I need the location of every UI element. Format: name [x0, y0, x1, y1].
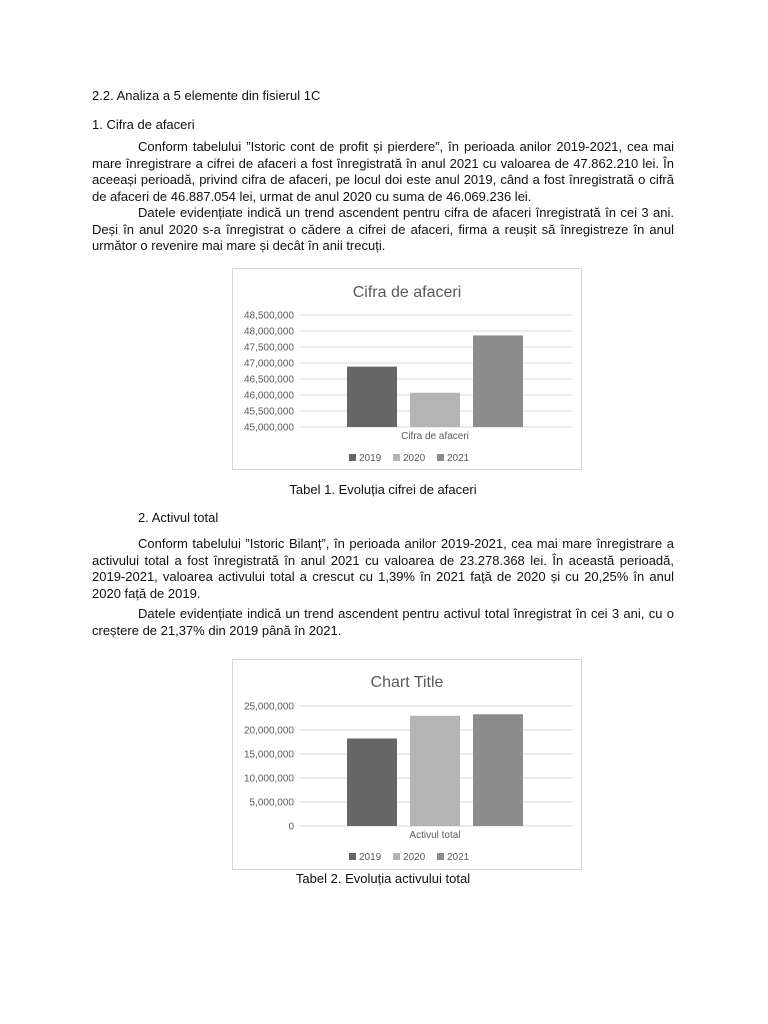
activ-y-tick-label: 0 — [288, 821, 294, 833]
cifra-legend-label-2019: 2019 — [359, 453, 382, 464]
cifra-y-tick-label: 48,000,000 — [243, 326, 294, 338]
cifra-y-tick-label: 48,500,000 — [243, 310, 294, 322]
chart-activul-total — [232, 659, 582, 870]
cifra-bar-2020 — [410, 393, 460, 427]
cifra-y-tick-label: 45,000,000 — [243, 422, 294, 434]
activ-x-category-label: Activul total — [409, 830, 461, 841]
activ-y-tick-label: 5,000,000 — [249, 797, 294, 809]
activ-legend-label-2021: 2021 — [447, 852, 470, 863]
cifra-y-tick-label: 47,000,000 — [243, 358, 294, 370]
cifra-y-tick-label: 46,500,000 — [243, 374, 294, 386]
activ-legend-swatch-2021 — [437, 853, 444, 860]
cifra-y-tick-label: 47,500,000 — [243, 342, 294, 354]
activ-y-tick-label: 10,000,000 — [243, 773, 294, 785]
activ-chart-title: Chart Title — [370, 674, 444, 691]
cifra-legend-label-2020: 2020 — [403, 453, 426, 464]
activ-bar-2020 — [410, 716, 460, 826]
paragraph-cifra-2: Datele evidențiate indică un trend ascendent pentru cifra de afaceri înregistrată în cei 3 ani. Deși în anul 2020 s-a înregistrat o cădere a cifrei de afaceri, firma a reușit să înregistreze în anul următor o revenire mai mare și decât în anii trecuți. — [92, 205, 674, 253]
activ-y-tick-label: 20,000,000 — [243, 725, 294, 737]
paragraph-cifra-1: Conform tabelului ”Istoric cont de profit și pierdere”, în perioada anilor 2019-2021, cea mai mare înregistrare a cifrei de afaceri a fost înregistrată în anul 2021 cu valoarea de 47.862.210 lei. În aceeași perioadă, privind cifra de afaceri, pe locul doi este anul 2019, când a fost înregistrată o cifră de afaceri de 46.887.054 lei, urmat de anul 2020 cu suma de 46.069.236 lei. — [92, 139, 674, 204]
cifra-legend-swatch-2020 — [393, 454, 400, 461]
chart-cifra-de-afaceri — [232, 268, 582, 470]
caption-chart-2: Tabel 2. Evoluția activului total — [295, 871, 471, 886]
chart-cifra-svg — [233, 269, 581, 469]
cifra-x-category-label: Cifra de afaceri — [401, 431, 469, 442]
activ-legend-label-2020: 2020 — [403, 852, 426, 863]
activ-bar-2019 — [347, 738, 397, 826]
activ-y-tick-label: 25,000,000 — [243, 701, 294, 713]
caption-chart-1: Tabel 1. Evoluția cifrei de afaceri — [289, 482, 477, 497]
chart-activ-svg — [233, 660, 581, 869]
activ-legend-swatch-2019 — [349, 853, 356, 860]
cifra-y-tick-label: 46,000,000 — [243, 390, 294, 402]
cifra-legend-swatch-2021 — [437, 454, 444, 461]
activ-y-tick-label: 15,000,000 — [243, 749, 294, 761]
paragraph-activ-1: Conform tabelului ”Istoric Bilanț”, în perioada anilor 2019-2021, cea mai mare înregistrare a activului total a fost înregistrată în anul 2021 cu valoarea de 23.278.368 lei. În această perioadă, 2019-2021, valoarea activului total a crescut cu 1,39% în 2021 față de 2020 și cu 20,25% în anul 2020 față de 2019. — [92, 536, 674, 601]
cifra-legend-label-2021: 2021 — [447, 453, 470, 464]
cifra-bar-2021 — [473, 335, 523, 427]
section-heading: 2.2. Analiza a 5 elemente din fisierul 1C — [92, 88, 321, 103]
paragraph-activ-2: Datele evidențiate indică un trend ascendent pentru activul total înregistrat în cei 3 ani, cu o creștere de 21,37% din 2019 până în 2021. — [92, 606, 674, 638]
cifra-chart-title: Cifra de afaceri — [352, 284, 462, 301]
subsection-heading-activ: 2. Activul total — [138, 510, 219, 525]
activ-bar-2021 — [473, 714, 523, 826]
cifra-bar-2019 — [347, 367, 397, 427]
activ-legend-label-2019: 2019 — [359, 852, 382, 863]
cifra-legend-swatch-2019 — [349, 454, 356, 461]
cifra-y-tick-label: 45,500,000 — [243, 406, 294, 418]
activ-legend-swatch-2020 — [393, 853, 400, 860]
subsection-heading-cifra: 1. Cifra de afaceri — [92, 117, 195, 132]
